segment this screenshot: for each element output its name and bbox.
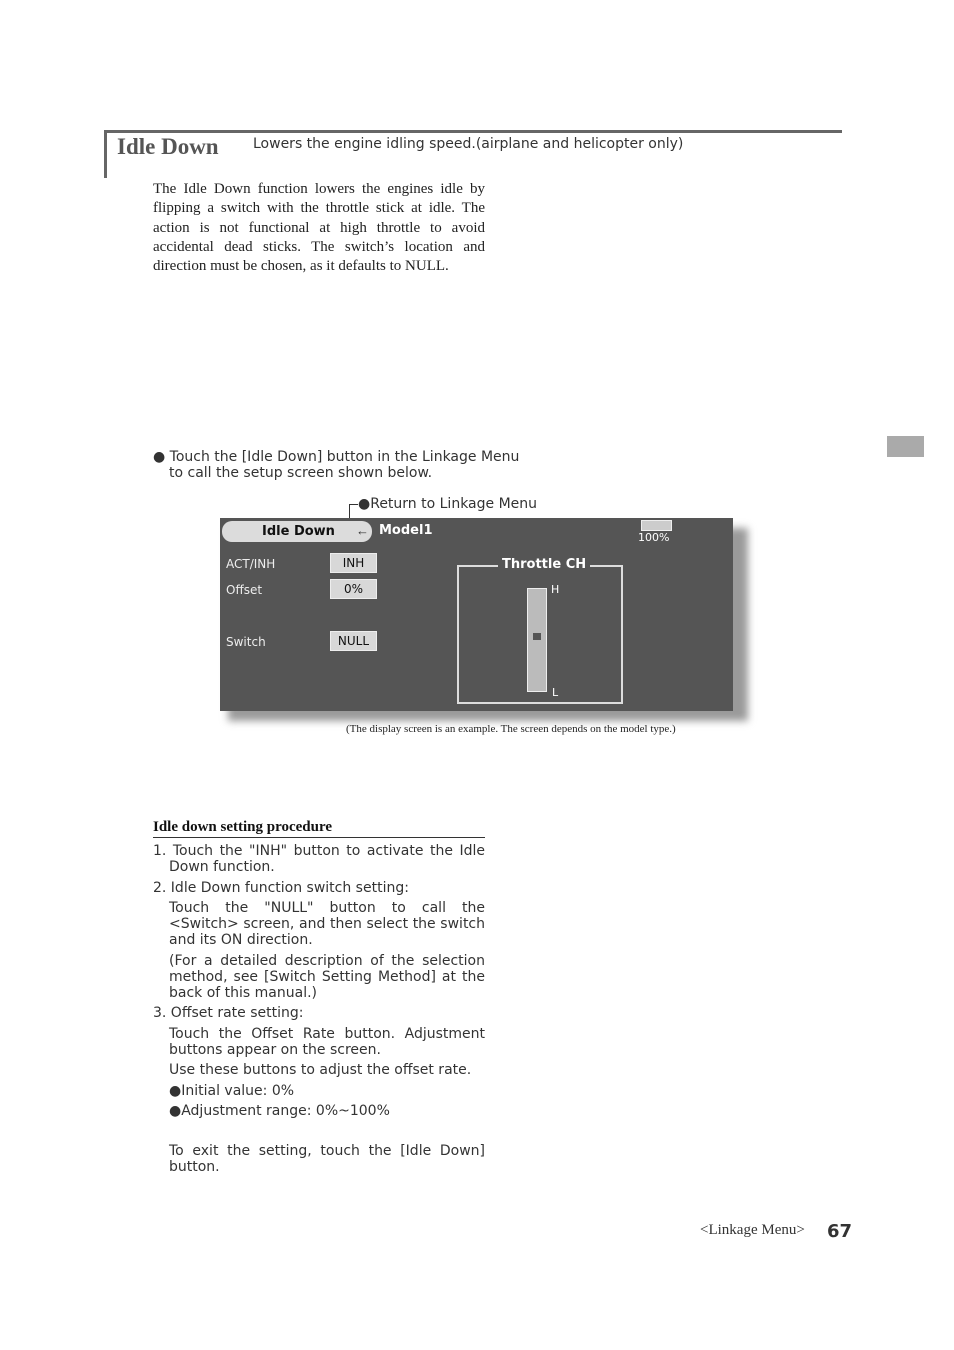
offset-button[interactable]: 0%	[330, 579, 377, 599]
model-name: Model1	[379, 523, 433, 538]
throttle-high-label: H	[551, 583, 560, 596]
throttle-position-marker	[533, 633, 541, 640]
section-tab-marker	[887, 436, 924, 457]
adjustment-range: ●Adjustment range: 0%~100%	[169, 1103, 390, 1119]
procedure-step-2-note: (For a detailed description of the selection method, see [Switch Setting Method] at the back of this manual.)	[169, 952, 485, 1001]
act-inh-button[interactable]: INH	[330, 553, 377, 573]
touch-instruction-line1: ● Touch the [Idle Down] button in the Linkage Menu	[153, 449, 520, 465]
exit-instruction: To exit the setting, touch the [Idle Down] button.	[169, 1143, 485, 1175]
touch-instruction	[153, 449, 543, 481]
offset-label: Offset	[226, 583, 263, 597]
page-title: Idle Down	[117, 134, 219, 159]
throttle-low-label: L	[552, 686, 559, 699]
procedure-step-3-text: Touch the Offset Rate button. Adjustment buttons appear on the screen.	[169, 1025, 485, 1058]
page-number: 67	[827, 1221, 853, 1242]
switch-button[interactable]: NULL	[330, 631, 377, 651]
header-rule-top	[104, 130, 842, 133]
throttle-position-bar	[527, 588, 547, 692]
procedure-heading: Idle down setting procedure	[153, 819, 333, 835]
procedure-step-3-text2: Use these buttons to adjust the offset rate.	[169, 1062, 472, 1078]
return-arrow-icon[interactable]: ←	[356, 523, 369, 538]
footer-section-label: <Linkage Menu>	[700, 1222, 805, 1238]
throttle-channel-title: Throttle CH	[498, 557, 590, 572]
idle-down-tab-label: Idle Down	[262, 524, 335, 539]
procedure-step-2: 2. Idle Down function switch setting:	[153, 879, 409, 896]
switch-label: Switch	[226, 635, 266, 649]
intro-paragraph: The Idle Down function lowers the engines idle by flipping a switch with the throttle stick at idle. The action is not functional at high throttle to avoid accidental dead sticks. The switch’s location and direction must be chosen, as it defaults to NULL.	[153, 181, 485, 275]
procedure-step-1: 1. Touch the "INH" button to activate the Idle Down function.	[153, 843, 485, 875]
touch-instruction-line2: to call the setup screen shown below.	[169, 465, 433, 481]
act-inh-label: ACT/INH	[226, 557, 276, 571]
procedure-step-2-text: Touch the "NULL" button to call the <Switch> screen, and then select the switch and its ON direction.	[169, 900, 485, 948]
battery-icon	[641, 520, 672, 531]
battery-percentage: 100%	[638, 531, 670, 544]
callout-line	[350, 504, 358, 505]
procedure-rule	[153, 837, 485, 838]
procedure-list	[153, 843, 485, 1180]
return-callout-label: ●Return to Linkage Menu	[358, 496, 538, 512]
screen-caption: (The display screen is an example. The screen depends on the model type.)	[346, 723, 676, 735]
initial-value: ●Initial value: 0%	[169, 1082, 295, 1099]
procedure-step-3: 3. Offset rate setting:	[153, 1005, 304, 1021]
page-subtitle: Lowers the engine idling speed.(airplane and helicopter only)	[253, 136, 684, 152]
header-rule-left	[104, 130, 107, 178]
